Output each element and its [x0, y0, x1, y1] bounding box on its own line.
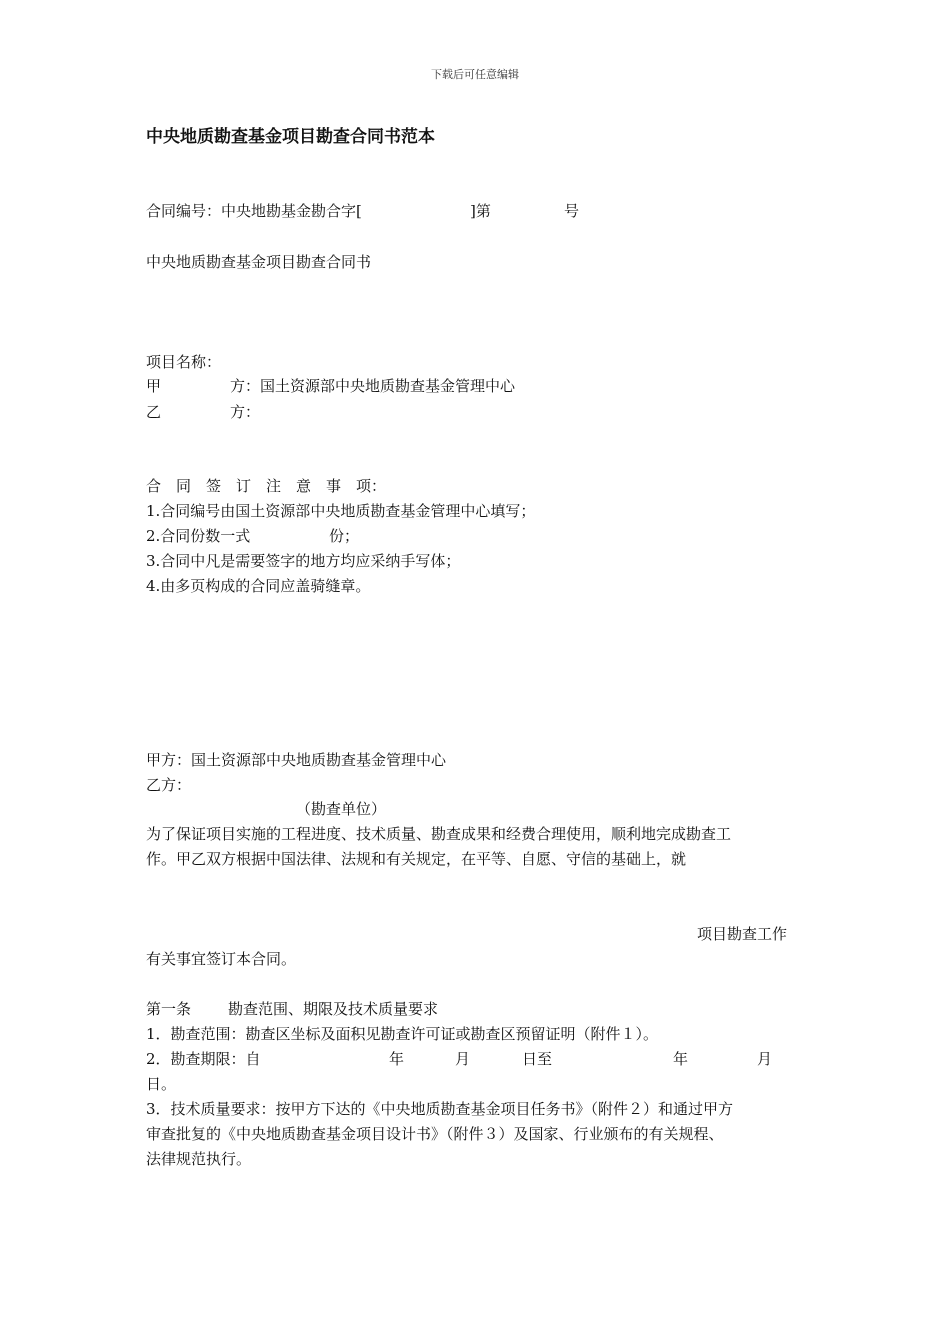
term-month-2: 月 — [757, 1050, 773, 1068]
project-work-label: 项目勘查工作 — [697, 925, 788, 943]
party-b-char: 乙 — [146, 403, 162, 421]
term-month-1: 月 — [455, 1050, 471, 1068]
note-item-4: 4.由多页构成的合同应盖骑缝章。 — [146, 577, 371, 595]
article-1-heading: 勘查范围、期限及技术质量要求 — [228, 1000, 439, 1018]
term-year-1: 年 — [389, 1050, 405, 1068]
party-a-full: 甲方：国土资源部中央地质勘查基金管理中心 — [146, 751, 447, 769]
note-item-2-start: 2.合同份数一式 — [146, 527, 251, 545]
notes-heading: 合 同 签 订 注 意 事 项： — [146, 477, 387, 495]
body-para-1-line-1: 为了保证项目实施的工程进度、技术质量、勘查成果和经费合理使用，顺利地完成勘查工 — [146, 825, 732, 843]
project-name-label: 项目名称： — [146, 353, 222, 371]
body-para-2: 有关事宜签订本合同。 — [146, 950, 297, 968]
article-1-number: 第一条 — [146, 1000, 192, 1018]
article-1-item-3-line-3: 法律规范执行。 — [146, 1150, 252, 1168]
party-a-line: 方：国土资源部中央地质勘查基金管理中心 — [230, 377, 516, 395]
party-a-char: 甲 — [146, 377, 162, 395]
note-item-2-end: 份； — [329, 527, 360, 545]
body-para-1-line-2: 作。甲乙双方根据中国法律、法规和有关规定，在平等、自愿、守信的基础上，就 — [146, 850, 687, 868]
party-b-line: 方： — [230, 403, 261, 421]
term-day-to: 日至 — [522, 1050, 553, 1068]
article-1-item-1: 1．勘查范围：勘查区坐标及面积见勘查许可证或勘查区预留证明（附件１）。 — [146, 1025, 659, 1043]
contract-subtitle: 中央地质勘查基金项目勘查合同书 — [146, 253, 372, 271]
party-b-unit-label: （勘查单位） — [296, 800, 387, 818]
contract-number-label: 合同编号：中央地勘基金勘合字[ — [146, 202, 362, 220]
article-1-item-3-line-1: 3．技术质量要求：按甲方下达的《中央地质勘查基金项目任务书》（附件２）和通过甲方 — [146, 1100, 734, 1118]
document-title: 中央地质勘查基金项目勘查合同书范本 — [146, 127, 435, 147]
contract-number-bracket-close: ]第 — [470, 202, 491, 220]
download-note: 下载后可任意编辑 — [431, 68, 519, 81]
note-item-3: 3.合同中凡是需要签字的地方均应采纳手写体； — [146, 552, 461, 570]
contract-number-suffix: 号 — [564, 202, 580, 220]
term-year-2: 年 — [673, 1050, 689, 1068]
term-day-2: 日。 — [146, 1075, 177, 1093]
article-1-item-3-line-2: 审查批复的《中央地质勘查基金项目设计书》（附件３）及国家、行业颁布的有关规程、 — [146, 1125, 724, 1143]
party-b-full: 乙方： — [146, 776, 192, 794]
article-1-item-2-from: 2．勘查期限：自 — [146, 1050, 261, 1068]
note-item-1: 1.合同编号由国土资源部中央地质勘查基金管理中心填写； — [146, 502, 536, 520]
